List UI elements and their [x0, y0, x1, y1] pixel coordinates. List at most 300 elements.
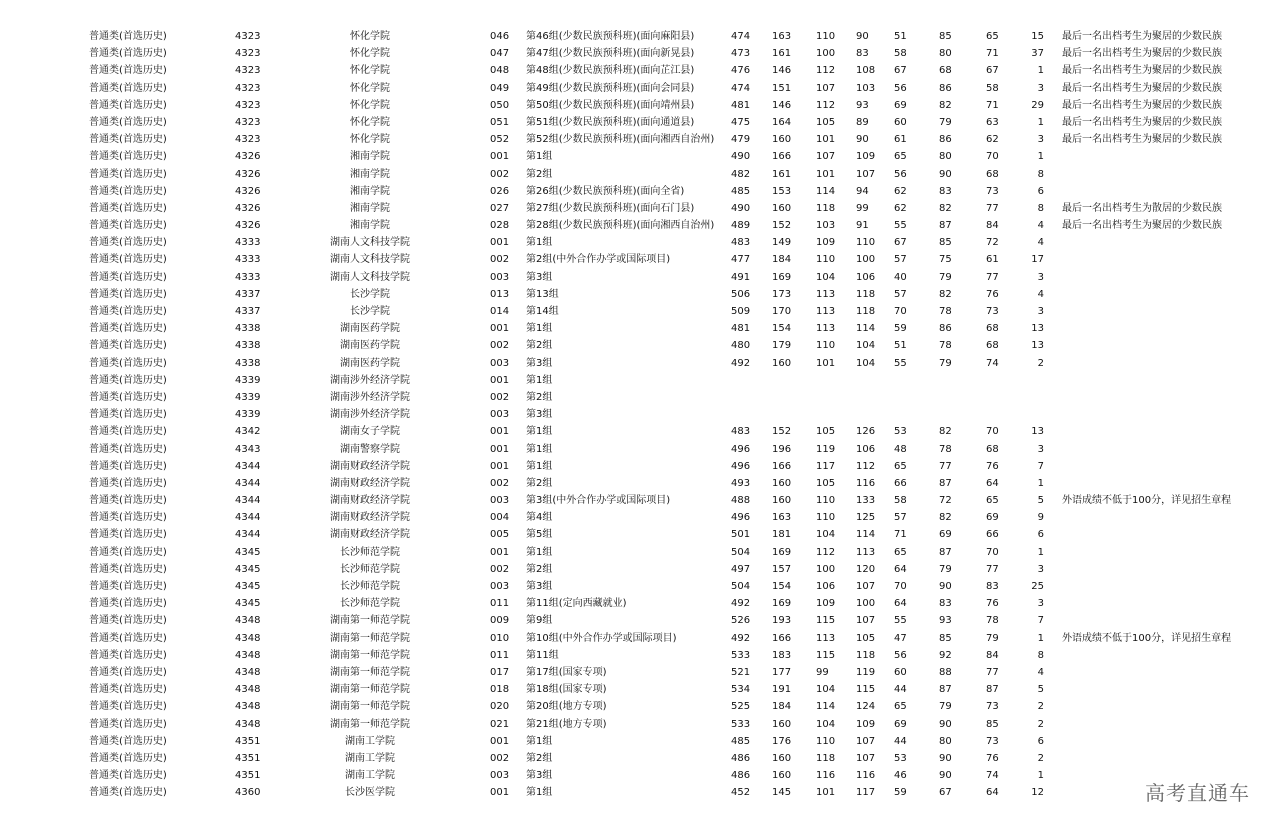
table-row	[0, 681, 1280, 698]
school-name-cell: 湖南涉外经济学院	[330, 409, 410, 421]
category-cell: 普通类(首选历史)	[89, 632, 167, 644]
total-score-cell: 489	[731, 220, 751, 232]
school-code-cell: 4338	[235, 323, 261, 335]
school-code-cell: 4326	[235, 220, 261, 232]
group-code-cell: 010	[490, 632, 510, 644]
score-f-cell: 68	[986, 443, 999, 455]
category-cell: 普通类(首选历史)	[89, 443, 167, 455]
group-code-cell: 002	[490, 752, 510, 764]
score-b-cell: 117	[816, 460, 836, 472]
category-cell: 普通类(首选历史)	[89, 477, 167, 489]
score-c-cell: 100	[856, 598, 876, 610]
group-code-cell: 003	[490, 770, 510, 782]
school-code-cell: 4360	[235, 787, 261, 799]
group-name-cell: 第1组	[526, 546, 553, 558]
school-code-cell: 4323	[235, 48, 261, 60]
score-f-cell: 70	[986, 151, 999, 163]
group-code-cell: 002	[490, 168, 510, 180]
score-f-cell: 68	[986, 340, 999, 352]
table-row	[0, 664, 1280, 681]
score-b-cell: 110	[816, 512, 836, 524]
remark-cell: 最后一名出档考生为聚居的少数民族	[1062, 65, 1222, 77]
remark-cell: 最后一名出档考生为聚居的少数民族	[1062, 116, 1222, 128]
table-row	[0, 595, 1280, 612]
count-cell: 13	[1031, 323, 1044, 335]
total-score-cell: 509	[731, 306, 751, 317]
score-a-cell: 193	[772, 615, 792, 627]
score-d-cell: 65	[894, 460, 907, 472]
total-score-cell: 483	[731, 237, 751, 249]
table-row	[0, 320, 1280, 337]
score-f-cell: 72	[986, 237, 999, 249]
school-code-cell: 4338	[235, 357, 261, 369]
total-score-cell: 477	[731, 254, 751, 266]
score-c-cell: 94	[856, 185, 869, 197]
total-score-cell: 504	[731, 581, 751, 592]
score-c-cell: 109	[856, 718, 876, 730]
score-c-cell: 108	[856, 65, 876, 77]
count-cell: 2	[1037, 701, 1044, 713]
school-code-cell: 4351	[235, 752, 261, 764]
score-f-cell: 79	[986, 632, 999, 644]
school-name-cell: 湖南警察学院	[340, 443, 400, 455]
group-code-cell: 003	[490, 495, 510, 507]
score-a-cell: 154	[772, 323, 792, 335]
score-d-cell: 66	[894, 477, 907, 489]
score-d-cell: 46	[894, 770, 907, 782]
school-code-cell: 4348	[235, 615, 261, 627]
score-b-cell: 110	[816, 340, 836, 352]
score-c-cell: 106	[856, 443, 876, 455]
score-f-cell: 73	[986, 185, 999, 197]
score-e-cell: 80	[939, 735, 952, 747]
total-score-cell: 486	[731, 770, 751, 782]
score-e-cell: 87	[939, 546, 952, 558]
score-c-cell: 119	[856, 666, 876, 678]
table-row	[0, 441, 1280, 458]
school-code-cell: 4345	[235, 598, 261, 610]
category-cell: 普通类(首选历史)	[89, 512, 167, 524]
score-f-cell: 76	[986, 288, 999, 300]
group-name-cell: 第46组(少数民族预科班)(面向麻阳县)	[526, 31, 695, 42]
school-code-cell: 4323	[235, 65, 261, 77]
count-cell: 1	[1037, 546, 1044, 558]
group-name-cell: 第2组	[526, 477, 553, 489]
school-name-cell: 长沙师范学院	[340, 598, 400, 610]
score-d-cell: 53	[894, 752, 907, 764]
score-f-cell: 78	[986, 615, 999, 627]
category-cell: 普通类(首选历史)	[89, 151, 167, 163]
group-code-cell: 001	[490, 443, 510, 455]
score-d-cell: 67	[894, 237, 907, 249]
score-b-cell: 104	[816, 684, 836, 696]
table-row	[0, 286, 1280, 303]
score-e-cell: 80	[939, 151, 952, 163]
score-e-cell: 77	[939, 460, 952, 472]
school-code-cell: 4326	[235, 202, 261, 214]
table-row	[0, 767, 1280, 784]
school-name-cell: 长沙师范学院	[340, 546, 400, 558]
watermark: 高考直通车	[1145, 781, 1250, 805]
count-cell: 1	[1037, 65, 1044, 77]
score-d-cell: 56	[894, 649, 907, 661]
total-score-cell: 506	[731, 288, 751, 300]
category-cell: 普通类(首选历史)	[89, 529, 167, 541]
school-name-cell: 长沙学院	[350, 288, 390, 300]
group-name-cell: 第10组(中外合作办学或国际项目)	[526, 632, 677, 644]
group-name-cell: 第1组	[526, 443, 553, 455]
score-c-cell: 107	[856, 615, 876, 627]
category-cell: 普通类(首选历史)	[89, 185, 167, 197]
score-c-cell: 99	[856, 202, 869, 214]
score-e-cell: 82	[939, 512, 952, 524]
score-b-cell: 112	[816, 546, 836, 558]
score-d-cell: 56	[894, 82, 907, 94]
category-cell: 普通类(首选历史)	[89, 271, 167, 283]
score-c-cell: 113	[856, 546, 876, 558]
score-d-cell: 51	[894, 31, 907, 42]
score-f-cell: 87	[986, 684, 999, 696]
count-cell: 1	[1037, 477, 1044, 489]
category-cell: 普通类(首选历史)	[89, 306, 167, 317]
table-row	[0, 303, 1280, 320]
score-f-cell: 64	[986, 477, 999, 489]
table-row	[0, 647, 1280, 664]
score-d-cell: 55	[894, 357, 907, 369]
score-d-cell: 69	[894, 99, 907, 111]
school-name-cell: 怀化学院	[350, 134, 390, 146]
count-cell: 6	[1037, 735, 1044, 747]
score-d-cell: 48	[894, 443, 907, 455]
score-d-cell: 44	[894, 684, 907, 696]
score-d-cell: 60	[894, 116, 907, 128]
group-name-cell: 第5组	[526, 529, 553, 541]
group-code-cell: 009	[490, 615, 510, 627]
school-name-cell: 长沙师范学院	[340, 581, 400, 592]
score-d-cell: 64	[894, 563, 907, 575]
score-a-cell: 152	[772, 220, 792, 232]
table-row	[0, 251, 1280, 268]
group-name-cell: 第3组	[526, 357, 553, 369]
table-row	[0, 183, 1280, 200]
score-c-cell: 105	[856, 632, 876, 644]
total-score-cell: 474	[731, 31, 751, 42]
school-name-cell: 湖南医药学院	[340, 357, 400, 369]
group-code-cell: 001	[490, 546, 510, 558]
score-b-cell: 110	[816, 31, 836, 42]
score-a-cell: 160	[772, 477, 792, 489]
group-code-cell: 001	[490, 735, 510, 747]
group-code-cell: 001	[490, 323, 510, 335]
score-a-cell: 145	[772, 787, 792, 799]
table-row	[0, 217, 1280, 234]
score-b-cell: 116	[816, 770, 836, 782]
total-score-cell: 521	[731, 666, 751, 678]
category-cell: 普通类(首选历史)	[89, 134, 167, 146]
score-a-cell: 160	[772, 495, 792, 507]
count-cell: 7	[1037, 615, 1044, 627]
score-b-cell: 115	[816, 615, 836, 627]
group-name-cell: 第28组(少数民族预科班)(面向湘西自治州)	[526, 220, 715, 232]
group-code-cell: 003	[490, 581, 510, 592]
score-a-cell: 176	[772, 735, 792, 747]
score-a-cell: 169	[772, 598, 792, 610]
total-score-cell: 492	[731, 632, 751, 644]
score-a-cell: 160	[772, 718, 792, 730]
score-a-cell: 184	[772, 254, 792, 266]
score-e-cell: 78	[939, 340, 952, 352]
score-a-cell: 161	[772, 48, 792, 60]
score-e-cell: 82	[939, 202, 952, 214]
score-e-cell: 80	[939, 48, 952, 60]
score-d-cell: 65	[894, 151, 907, 163]
group-code-cell: 052	[490, 134, 510, 146]
table-row	[0, 28, 1280, 45]
score-f-cell: 85	[986, 718, 999, 730]
score-b-cell: 101	[816, 787, 836, 799]
category-cell: 普通类(首选历史)	[89, 701, 167, 713]
table-row	[0, 698, 1280, 715]
score-d-cell: 60	[894, 666, 907, 678]
table-row	[0, 458, 1280, 475]
count-cell: 25	[1031, 581, 1044, 592]
score-c-cell: 112	[856, 460, 876, 472]
school-code-cell: 4323	[235, 82, 261, 94]
score-d-cell: 58	[894, 48, 907, 60]
score-c-cell: 104	[856, 357, 876, 369]
score-c-cell: 124	[856, 701, 876, 713]
group-code-cell: 018	[490, 684, 510, 696]
school-name-cell: 湖南医药学院	[340, 340, 400, 352]
school-name-cell: 湖南人文科技学院	[330, 237, 410, 249]
group-name-cell: 第1组	[526, 735, 553, 747]
score-e-cell: 90	[939, 168, 952, 180]
score-b-cell: 113	[816, 306, 836, 317]
score-a-cell: 164	[772, 116, 792, 128]
school-name-cell: 湘南学院	[350, 151, 390, 163]
school-code-cell: 4348	[235, 649, 261, 661]
group-name-cell: 第11组	[526, 649, 559, 661]
score-a-cell: 170	[772, 306, 792, 317]
score-f-cell: 64	[986, 787, 999, 799]
category-cell: 普通类(首选历史)	[89, 770, 167, 782]
table-row	[0, 612, 1280, 629]
school-code-cell: 4323	[235, 31, 261, 42]
score-c-cell: 116	[856, 477, 876, 489]
school-code-cell: 4337	[235, 306, 261, 317]
score-b-cell: 110	[816, 254, 836, 266]
table-row	[0, 784, 1280, 801]
score-d-cell: 65	[894, 701, 907, 713]
group-name-cell: 第21组(地方专项)	[526, 718, 607, 730]
school-name-cell: 湖南财政经济学院	[330, 529, 410, 541]
score-b-cell: 107	[816, 151, 836, 163]
score-e-cell: 85	[939, 632, 952, 644]
school-code-cell: 4348	[235, 632, 261, 644]
score-d-cell: 57	[894, 512, 907, 524]
category-cell: 普通类(首选历史)	[89, 581, 167, 592]
table-row	[0, 389, 1280, 406]
group-name-cell: 第1组	[526, 787, 553, 799]
table-row	[0, 45, 1280, 62]
score-f-cell: 63	[986, 116, 999, 128]
count-cell: 1	[1037, 116, 1044, 128]
score-d-cell: 51	[894, 340, 907, 352]
score-c-cell: 91	[856, 220, 869, 232]
group-name-cell: 第47组(少数民族预科班)(面向新晃县)	[526, 48, 695, 60]
total-score-cell: 526	[731, 615, 751, 627]
score-c-cell: 90	[856, 31, 869, 42]
score-a-cell: 169	[772, 271, 792, 283]
total-score-cell: 492	[731, 598, 751, 610]
category-cell: 普通类(首选历史)	[89, 220, 167, 232]
score-e-cell: 82	[939, 426, 952, 438]
score-b-cell: 110	[816, 495, 836, 507]
score-d-cell: 65	[894, 546, 907, 558]
count-cell: 1	[1037, 770, 1044, 782]
total-score-cell: 481	[731, 323, 751, 335]
score-f-cell: 77	[986, 666, 999, 678]
school-code-cell: 4348	[235, 684, 261, 696]
score-a-cell: 163	[772, 512, 792, 524]
category-cell: 普通类(首选历史)	[89, 48, 167, 60]
school-name-cell: 怀化学院	[350, 99, 390, 111]
score-f-cell: 71	[986, 48, 999, 60]
category-cell: 普通类(首选历史)	[89, 684, 167, 696]
group-code-cell: 027	[490, 202, 510, 214]
score-e-cell: 92	[939, 649, 952, 661]
school-code-cell: 4323	[235, 116, 261, 128]
count-cell: 12	[1031, 787, 1044, 799]
count-cell: 4	[1037, 220, 1044, 232]
score-b-cell: 104	[816, 718, 836, 730]
group-code-cell: 001	[490, 787, 510, 799]
score-e-cell: 90	[939, 718, 952, 730]
score-f-cell: 68	[986, 323, 999, 335]
table-row	[0, 114, 1280, 131]
group-code-cell: 014	[490, 306, 510, 317]
total-score-cell: 493	[731, 477, 751, 489]
school-name-cell: 怀化学院	[350, 65, 390, 77]
group-name-cell: 第20组(地方专项)	[526, 701, 607, 713]
total-score-cell: 504	[731, 546, 751, 558]
score-e-cell: 79	[939, 563, 952, 575]
score-f-cell: 70	[986, 546, 999, 558]
score-c-cell: 107	[856, 581, 876, 592]
score-d-cell: 69	[894, 718, 907, 730]
score-c-cell: 117	[856, 787, 876, 799]
score-e-cell: 69	[939, 529, 952, 541]
score-f-cell: 76	[986, 752, 999, 764]
score-f-cell: 70	[986, 426, 999, 438]
score-c-cell: 104	[856, 340, 876, 352]
table-row	[0, 492, 1280, 509]
score-f-cell: 77	[986, 563, 999, 575]
score-b-cell: 110	[816, 735, 836, 747]
total-score-cell: 480	[731, 340, 751, 352]
group-code-cell: 001	[490, 460, 510, 472]
category-cell: 普通类(首选历史)	[89, 357, 167, 369]
school-name-cell: 湘南学院	[350, 202, 390, 214]
count-cell: 9	[1037, 512, 1044, 524]
count-cell: 6	[1037, 529, 1044, 541]
score-c-cell: 126	[856, 426, 876, 438]
score-d-cell: 47	[894, 632, 907, 644]
score-c-cell: 120	[856, 563, 876, 575]
school-name-cell: 长沙师范学院	[340, 563, 400, 575]
group-name-cell: 第13组	[526, 288, 559, 300]
table-row	[0, 337, 1280, 354]
score-c-cell: 100	[856, 254, 876, 266]
score-b-cell: 104	[816, 529, 836, 541]
group-code-cell: 001	[490, 151, 510, 163]
table-row	[0, 630, 1280, 647]
count-cell: 5	[1037, 495, 1044, 507]
score-d-cell: 64	[894, 598, 907, 610]
group-code-cell: 017	[490, 666, 510, 678]
total-score-cell: 490	[731, 151, 751, 163]
score-e-cell: 82	[939, 288, 952, 300]
group-code-cell: 002	[490, 254, 510, 266]
score-b-cell: 115	[816, 649, 836, 661]
group-name-cell: 第2组(中外合作办学或国际项目)	[526, 254, 671, 266]
group-code-cell: 011	[490, 649, 510, 661]
category-cell: 普通类(首选历史)	[89, 65, 167, 77]
score-a-cell: 181	[772, 529, 792, 541]
table-row	[0, 561, 1280, 578]
school-code-cell: 4326	[235, 151, 261, 163]
group-name-cell: 第1组	[526, 151, 553, 163]
score-a-cell: 161	[772, 168, 792, 180]
table-row	[0, 97, 1280, 114]
total-score-cell: 476	[731, 65, 751, 77]
count-cell: 5	[1037, 684, 1044, 696]
category-cell: 普通类(首选历史)	[89, 99, 167, 111]
score-b-cell: 101	[816, 168, 836, 180]
group-name-cell: 第14组	[526, 306, 559, 317]
score-a-cell: 160	[772, 770, 792, 782]
group-name-cell: 第2组	[526, 340, 553, 352]
score-b-cell: 101	[816, 357, 836, 369]
score-b-cell: 105	[816, 426, 836, 438]
school-code-cell: 4339	[235, 391, 261, 403]
group-name-cell: 第26组(少数民族预科班)(面向全省)	[526, 185, 685, 197]
score-f-cell: 65	[986, 495, 999, 507]
school-code-cell: 4338	[235, 340, 261, 352]
total-score-cell: 496	[731, 512, 751, 524]
school-name-cell: 长沙学院	[350, 306, 390, 317]
group-code-cell: 026	[490, 185, 510, 197]
total-score-cell: 473	[731, 48, 751, 60]
score-d-cell: 62	[894, 185, 907, 197]
score-b-cell: 114	[816, 701, 836, 713]
count-cell: 3	[1037, 598, 1044, 610]
school-code-cell: 4348	[235, 701, 261, 713]
school-name-cell: 湖南涉外经济学院	[330, 391, 410, 403]
total-score-cell: 525	[731, 701, 751, 713]
score-b-cell: 113	[816, 323, 836, 335]
score-d-cell: 44	[894, 735, 907, 747]
category-cell: 普通类(首选历史)	[89, 546, 167, 558]
score-a-cell: 163	[772, 31, 792, 42]
group-name-cell: 第2组	[526, 168, 553, 180]
total-score-cell: 534	[731, 684, 751, 696]
remark-cell: 外语成绩不低于100分，详见招生章程	[1062, 632, 1232, 644]
score-e-cell: 85	[939, 31, 952, 42]
group-code-cell: 002	[490, 391, 510, 403]
school-code-cell: 4333	[235, 254, 261, 266]
school-code-cell: 4323	[235, 99, 261, 111]
